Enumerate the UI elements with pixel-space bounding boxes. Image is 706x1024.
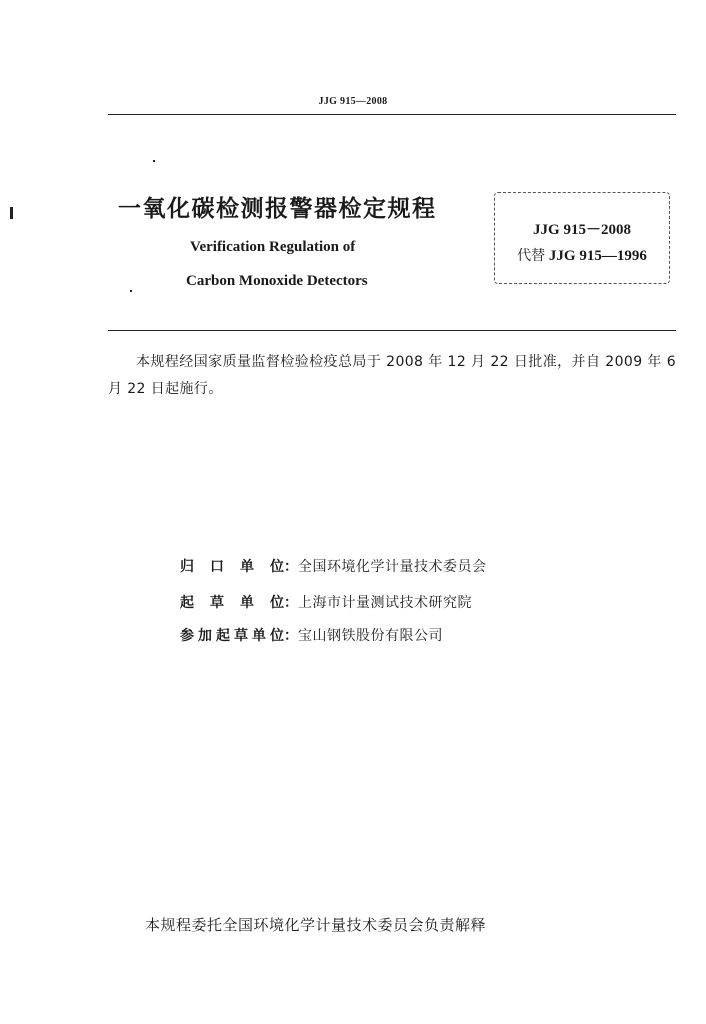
section-rule xyxy=(108,330,676,331)
unit-separator: ： xyxy=(284,628,298,644)
header-rule xyxy=(108,114,676,115)
unit-row-drafting xyxy=(180,592,472,612)
unit-row-participating xyxy=(180,625,443,645)
page-title-chinese: 一氧化碳检测报警器检定规程 xyxy=(118,196,437,222)
unit-value: 全国环境化学计量技术委员会 xyxy=(298,559,487,575)
unit-label: 归口单位 xyxy=(180,559,284,575)
scan-mark xyxy=(153,160,155,162)
standard-code: JJG 915－2008 xyxy=(533,222,631,238)
scan-mark xyxy=(130,290,132,292)
standard-code-box xyxy=(494,192,670,284)
page-title-english-line1: Verification Regulation of xyxy=(190,239,356,255)
unit-separator: ： xyxy=(284,559,298,575)
replaces-standard xyxy=(495,245,669,265)
replaces-prefix: 代替 xyxy=(517,248,546,264)
unit-label: 参加起草单位 xyxy=(180,628,284,644)
unit-value: 上海市计量测试技术研究院 xyxy=(298,595,472,611)
scan-mark xyxy=(10,207,13,219)
unit-value: 宝山钢铁股份有限公司 xyxy=(298,628,443,644)
approval-paragraph: 本规程经国家质量监督检验检疫总局于 2008 年 12 月 22 日批准，并自 2009 年 6 月 22 日起施行。 xyxy=(108,354,676,397)
footer-note: 本规程委托全国环境化学计量技术委员会负责解释 xyxy=(145,916,487,934)
page-title-english-line2: Carbon Monoxide Detectors xyxy=(186,273,368,289)
unit-row-responsible xyxy=(180,556,487,576)
unit-label: 起草单位 xyxy=(180,595,284,611)
header-standard-code: JJG 915—2008 xyxy=(318,96,388,107)
replaces-code: JJG 915—1996 xyxy=(548,248,647,264)
unit-separator: ： xyxy=(284,595,298,611)
